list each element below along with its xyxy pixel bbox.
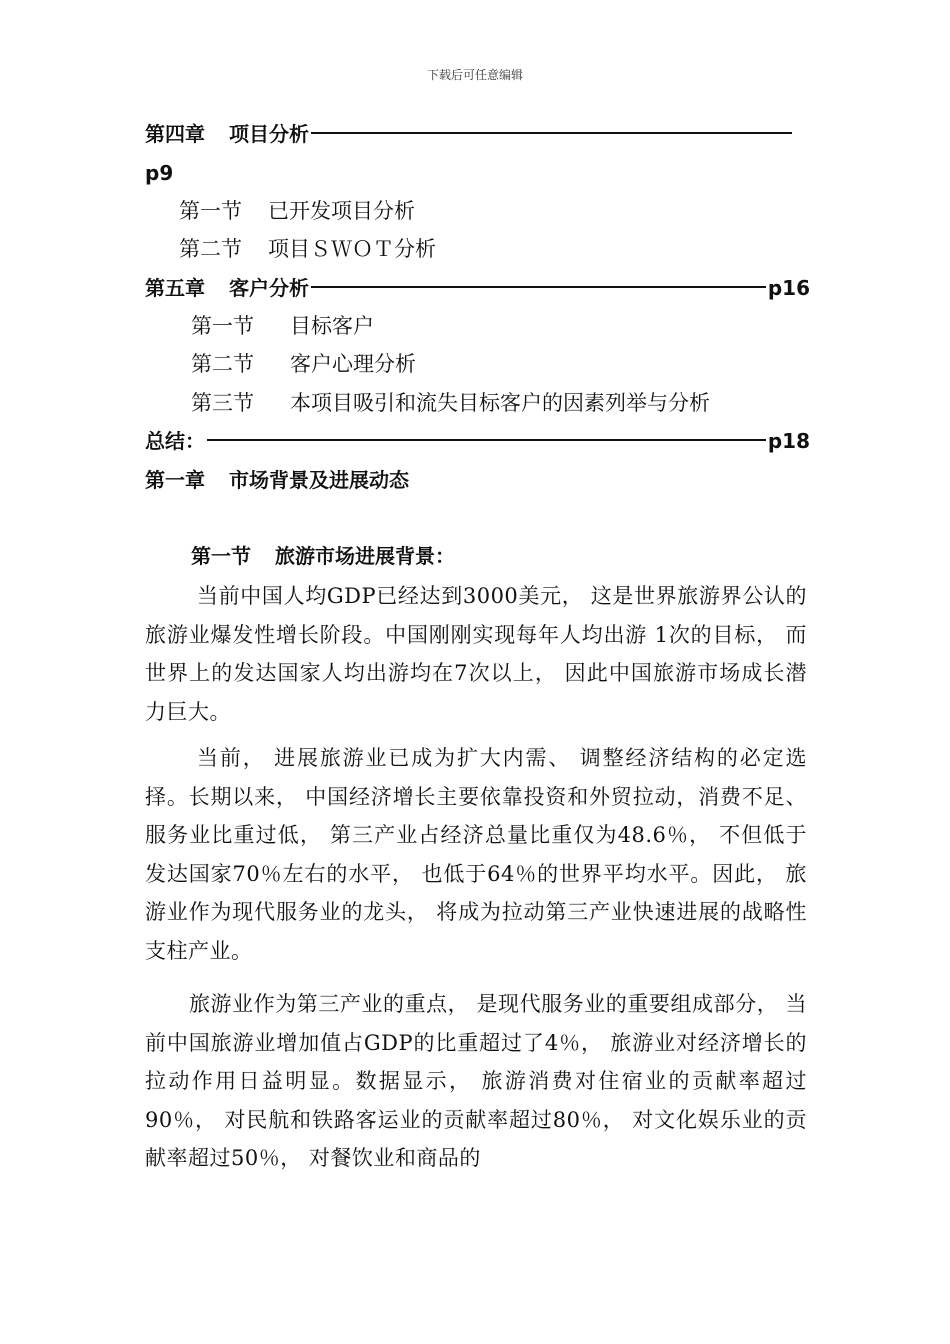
toc-section-title: 项目ＳＷＯＴ分析 (268, 237, 436, 261)
toc-summary (145, 428, 810, 454)
body-paragraph-1: 当前中国人均GDP已经达到3000美元， 这是世界旅游界公认的旅游业爆发性增长阶段。中国刚刚实现每年人均出游 1次的目标， 而世界上的发达国家人均出游均在7次以上， 因此中国旅游市场成长潜力巨大。 (145, 584, 807, 724)
chapter1-heading (145, 467, 810, 493)
header-note: 下载后可任意编辑 (426, 68, 523, 82)
toc-chapter5-section1 (145, 313, 856, 339)
chapter1-label: 第一章 (145, 468, 205, 492)
chapter1-title: 市场背景及进展动态 (229, 468, 409, 492)
toc-section-title: 目标客户 (290, 314, 374, 338)
toc-chapter5-title: 客户分析 (229, 276, 309, 300)
toc-section-title: 本项目吸引和流失目标客户的因素列举与分析 (290, 391, 710, 415)
toc-section-label: 第一节 (191, 314, 254, 338)
toc-chapter4 (145, 121, 810, 147)
section1-label: 第一节 (191, 544, 251, 568)
toc-section-label: 第二节 (179, 237, 242, 261)
toc-section-label: 第二节 (191, 352, 254, 376)
toc-section-label: 第一节 (179, 199, 242, 223)
toc-chapter5-label: 第五章 (145, 276, 205, 300)
toc-chapter4-section2 (145, 236, 844, 262)
section1-title: 旅游市场进展背景： (275, 544, 455, 568)
toc-chapter4-title: 项目分析 (229, 122, 309, 146)
toc-chapter5-section3 (145, 390, 856, 416)
toc-chapter4-page: p9 (145, 161, 174, 185)
toc-chapter5-section2 (145, 351, 856, 377)
section1-heading (145, 543, 856, 569)
toc-section-title: 已开发项目分析 (268, 199, 415, 223)
toc-chapter4-section1 (145, 198, 844, 224)
toc-leader-line (311, 286, 766, 288)
toc-leader-line (207, 439, 766, 441)
toc-chapter5 (145, 275, 810, 301)
body-paragraph-3: 旅游业作为第三产业的重点， 是现代服务业的重要组成部分， 当前中国旅游业增加值占GDP的比重超过了4％， 旅游业对经济增长的拉动作用日益明显。数据显示， 旅游消费对住宿业的贡献率超过90％， 对民航和铁路客运业的贡献率超过80％， 对文化娱乐业的贡献率超过50％， 对餐饮业和商品的 (145, 992, 807, 1170)
toc-chapter5-page: p16 (767, 276, 810, 300)
toc-leader-line (311, 132, 792, 134)
toc-section-label: 第三节 (191, 391, 254, 415)
toc-summary-page: p18 (767, 429, 810, 453)
body-paragraph-2: 当前， 进展旅游业已成为扩大内需、 调整经济结构的必定选择。长期以来， 中国经济增长主要依靠投资和外贸拉动，消费不足、 服务业比重过低， 第三产业占经济总量比重仅为48.6％， 不但低于发达国家70％左右的水平， 也低于64％的世界平均水平。因此， 旅游业作为现代服务业的龙头， 将成为拉动第三产业快速进展的战略性支柱产业。 (145, 746, 807, 963)
toc-chapter4-label: 第四章 (145, 122, 205, 146)
toc-summary-title: 总结： (145, 429, 205, 453)
toc-section-title: 客户心理分析 (290, 352, 416, 376)
